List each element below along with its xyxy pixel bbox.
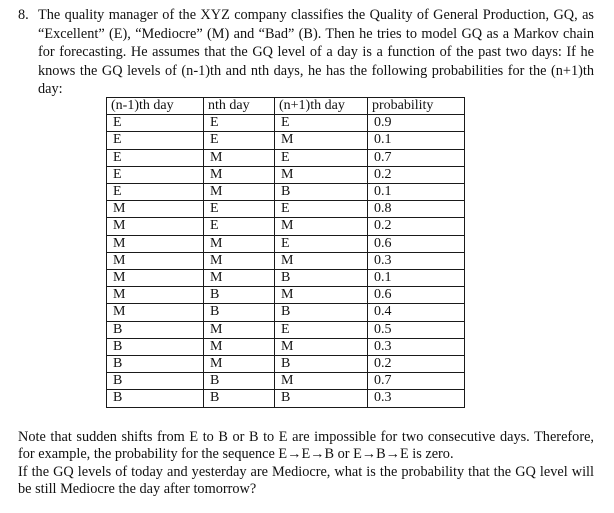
nth-day-cell: M — [204, 166, 275, 183]
probability-cell: 0.5 — [368, 321, 465, 338]
prev-day-cell: B — [107, 321, 204, 338]
nth-day-cell: B — [204, 304, 275, 321]
next-day-cell: E — [275, 149, 368, 166]
table-row — [107, 270, 465, 287]
nth-day-cell: M — [204, 338, 275, 355]
table-body — [107, 115, 465, 407]
next-day-cell: M — [275, 373, 368, 390]
table-row — [107, 304, 465, 321]
note-section — [18, 429, 594, 498]
prev-day-cell: M — [107, 218, 204, 235]
prev-day-cell: E — [107, 115, 204, 132]
prev-day-cell: M — [107, 304, 204, 321]
nth-day-cell: B — [204, 390, 275, 407]
prev-day-cell: M — [107, 201, 204, 218]
problem-number: 8. — [18, 7, 29, 23]
probability-cell: 0.1 — [368, 132, 465, 149]
nth-day-cell: B — [204, 287, 275, 304]
question-text: If the GQ levels of today and yesterday are Mediocre, what is the probability that the GQ level will be still Mediocre the day after tomorrow? — [18, 463, 594, 497]
table-row — [107, 149, 465, 166]
probability-cell: 0.6 — [368, 287, 465, 304]
next-day-cell: M — [275, 287, 368, 304]
nth-day-cell: M — [204, 184, 275, 201]
nth-day-cell: M — [204, 321, 275, 338]
table-row — [107, 373, 465, 390]
nth-day-cell: M — [204, 235, 275, 252]
table-row — [107, 235, 465, 252]
nth-day-cell: E — [204, 115, 275, 132]
next-day-cell: E — [275, 321, 368, 338]
table-row — [107, 132, 465, 149]
table-row — [107, 321, 465, 338]
next-day-cell: B — [275, 356, 368, 373]
prev-day-cell: M — [107, 270, 204, 287]
next-day-cell: M — [275, 338, 368, 355]
table-row — [107, 338, 465, 355]
table-row — [107, 184, 465, 201]
next-day-cell: B — [275, 270, 368, 287]
prev-day-cell: B — [107, 356, 204, 373]
next-day-cell: E — [275, 235, 368, 252]
probability-cell: 0.3 — [368, 338, 465, 355]
nth-day-cell: E — [204, 201, 275, 218]
probability-cell: 0.6 — [368, 235, 465, 252]
probability-cell: 0.2 — [368, 166, 465, 183]
probability-cell: 0.7 — [368, 149, 465, 166]
probability-cell: 0.1 — [368, 184, 465, 201]
prev-day-cell: E — [107, 166, 204, 183]
probability-cell: 0.3 — [368, 252, 465, 269]
prev-day-cell: B — [107, 390, 204, 407]
table-row — [107, 115, 465, 132]
next-day-cell: B — [275, 184, 368, 201]
prev-day-cell: E — [107, 184, 204, 201]
column-header-next-day: (n+1)th day — [275, 98, 368, 115]
note-impossible-shifts: Note that sudden shifts from E to B or B to E are impossible for two consecutive days. Therefore, for example, the probability for the sequence E→E→B or E→B→E is zero. — [18, 429, 594, 463]
prev-day-cell: M — [107, 252, 204, 269]
table-row — [107, 201, 465, 218]
next-day-cell: E — [275, 115, 368, 132]
table-row — [107, 166, 465, 183]
nth-day-cell: M — [204, 149, 275, 166]
next-day-cell: M — [275, 132, 368, 149]
prev-day-cell: E — [107, 149, 204, 166]
next-day-cell: M — [275, 252, 368, 269]
prev-day-cell: M — [107, 235, 204, 252]
nth-day-cell: E — [204, 218, 275, 235]
probability-cell: 0.3 — [368, 390, 465, 407]
column-header-nth-day: nth day — [204, 98, 275, 115]
prev-day-cell: B — [107, 373, 204, 390]
next-day-cell: E — [275, 201, 368, 218]
table-row — [107, 356, 465, 373]
table-row — [107, 287, 465, 304]
prev-day-cell: B — [107, 338, 204, 355]
probability-cell: 0.2 — [368, 356, 465, 373]
next-day-cell: B — [275, 390, 368, 407]
probability-cell: 0.7 — [368, 373, 465, 390]
prev-day-cell: M — [107, 287, 204, 304]
nth-day-cell: M — [204, 356, 275, 373]
problem-intro: The quality manager of the XYZ company classifies the Quality of General Production, GQ, as “Excellent” (E), “Mediocre” (M) and “Bad” (B). Then he tries to model GQ as a Markov chain for forecasting. He assumes that the GQ level of a day is a function of the past two days: If he knows the GQ levels of (n-1)th and nth days, he has the following probabilities for the (n+1)th day: — [38, 7, 594, 98]
probability-cell: 0.8 — [368, 201, 465, 218]
nth-day-cell: M — [204, 270, 275, 287]
table-row — [107, 252, 465, 269]
table-row — [107, 218, 465, 235]
nth-day-cell: B — [204, 373, 275, 390]
nth-day-cell: M — [204, 252, 275, 269]
probability-table — [106, 97, 465, 408]
table-row — [107, 390, 465, 407]
column-header-prev-day: (n-1)th day — [107, 98, 204, 115]
table-header-row — [107, 98, 465, 115]
probability-cell: 0.4 — [368, 304, 465, 321]
next-day-cell: B — [275, 304, 368, 321]
probability-table-container — [106, 97, 465, 408]
column-header-probability: probability — [368, 98, 465, 115]
next-day-cell: M — [275, 166, 368, 183]
next-day-cell: M — [275, 218, 368, 235]
probability-cell: 0.2 — [368, 218, 465, 235]
probability-cell: 0.1 — [368, 270, 465, 287]
probability-cell: 0.9 — [368, 115, 465, 132]
nth-day-cell: E — [204, 132, 275, 149]
prev-day-cell: E — [107, 132, 204, 149]
